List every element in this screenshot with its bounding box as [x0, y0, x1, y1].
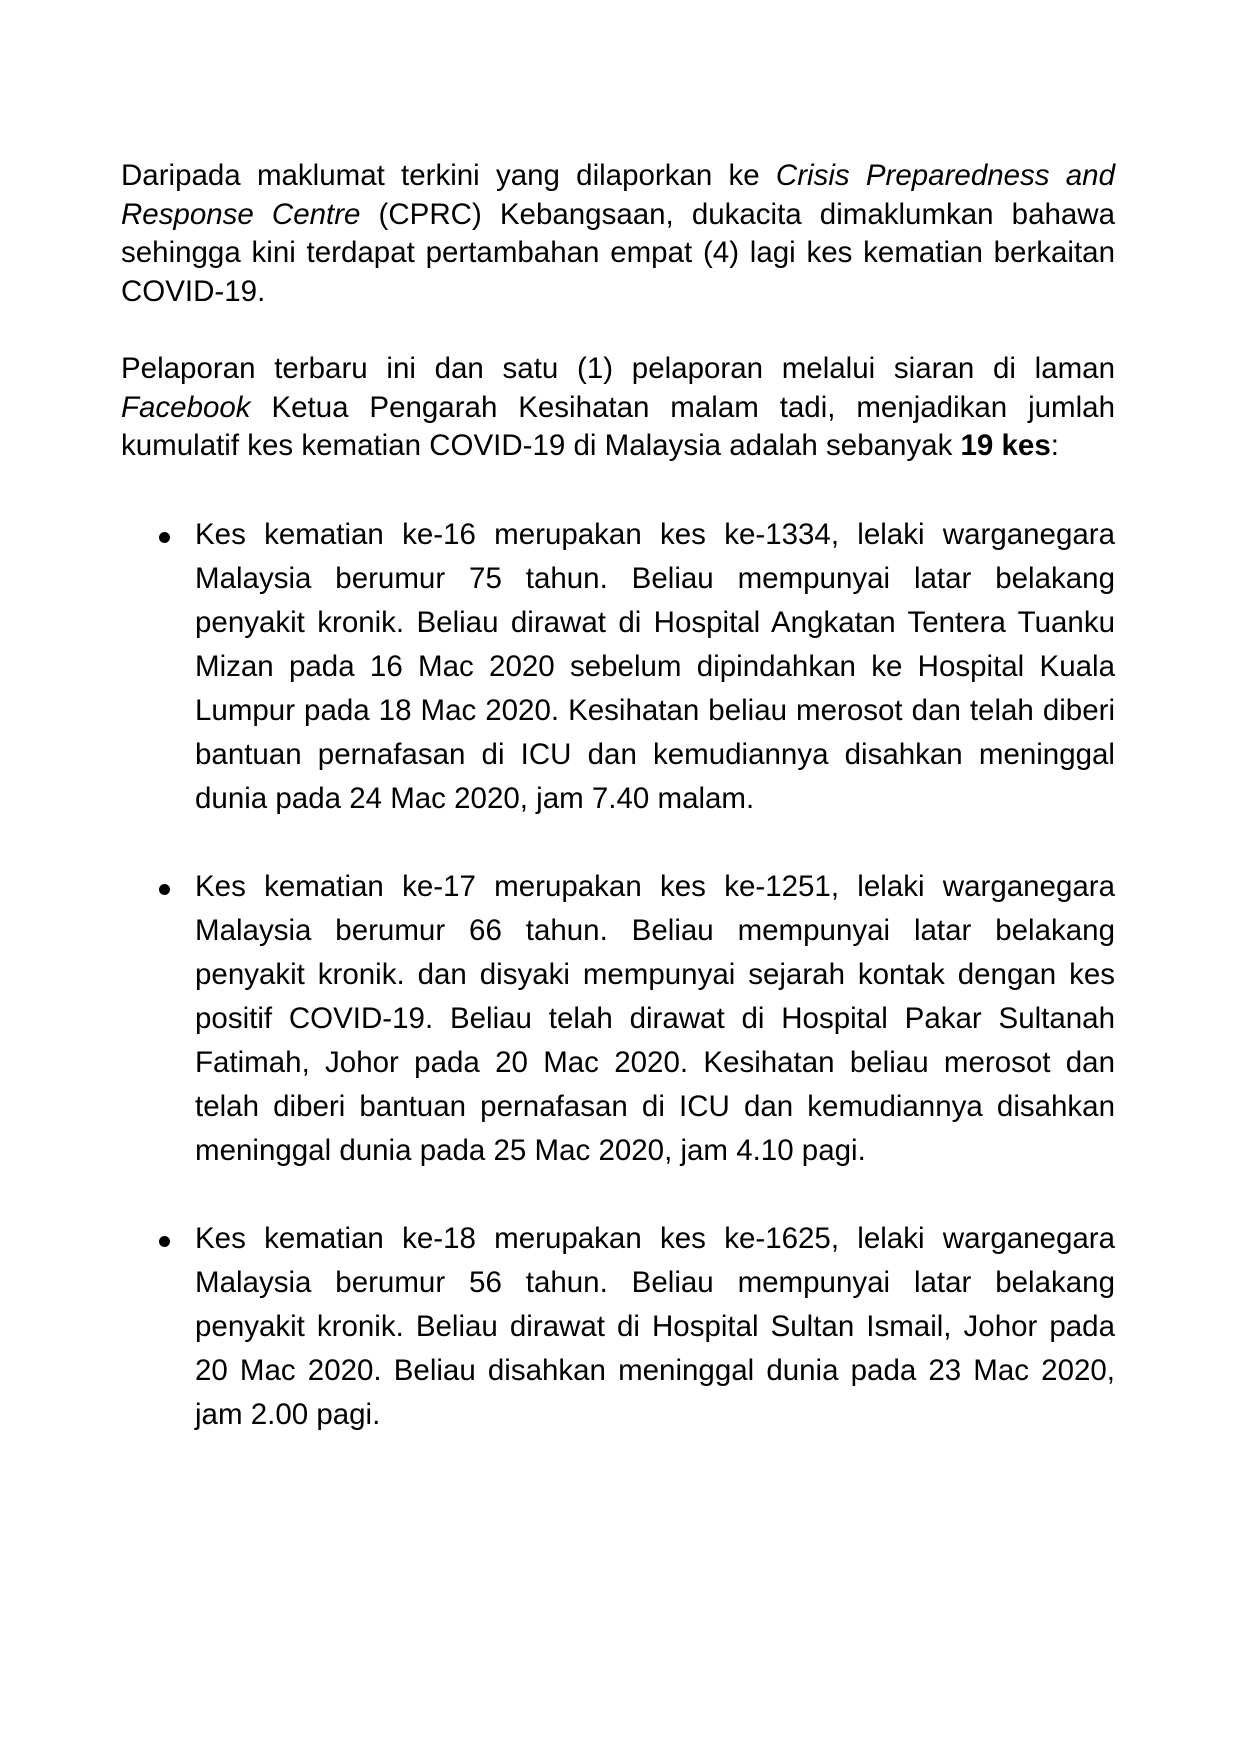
cumulative-italic-facebook: Facebook	[121, 390, 251, 424]
cumulative-text-middle: Ketua Pengarah Kesihatan malam tadi, menjadikan jumlah kumulatif kes kematian COVID-19 di Malaysia adalah sebanyak	[121, 390, 1115, 462]
bullet-icon	[159, 884, 170, 895]
case-description: Kes kematian ke-17 merupakan kes ke-1251, lelaki warganegara Malaysia berumur 66 tahun. Beliau mempunyai latar belakang penyakit kronik. dan disyaki mempunyai sejarah kontak dengan kes positif COVID-19. Beliau telah dirawat di Hospital Pakar Sultanah Fatimah, Johor pada 20 Mac 2020. Kesihatan beliau merosot dan telah diberi bantuan pernafasan di ICU dan kemudiannya disahkan meninggal dunia pada 25 Mac 2020, jam 4.10 pagi.	[195, 869, 1115, 1167]
document-page	[121, 157, 1115, 1437]
intro-text-start: Daripada maklumat terkini yang dilaporkan ke	[121, 159, 776, 192]
cumulative-text-start: Pelaporan terbaru ini dan satu (1) pelaporan melalui siaran di laman	[121, 352, 1115, 385]
bullet-icon	[159, 1236, 170, 1247]
intro-text-end: (CPRC) Kebangsaan, dukacita dimaklumkan bahawa sehingga kini terdapat pertambahan empat (4) lagi kes kematian berkaitan COVID-19.	[121, 197, 1115, 308]
intro-italic-org: Crisis Preparedness and Response Centre	[121, 159, 1115, 231]
bullet-icon	[159, 532, 170, 543]
case-description: Kes kematian ke-16 merupakan kes ke-1334, lelaki warganegara Malaysia berumur 75 tahun. Beliau mempunyai latar belakang penyakit kronik. Beliau dirawat di Hospital Angkatan Tentera Tuanku Mizan pada 16 Mac 2020 sebelum dipindahkan ke Hospital Kuala Lumpur pada 18 Mac 2020. Kesihatan beliau merosot dan telah diberi bantuan pernafasan di ICU dan kemudiannya disahkan meninggal dunia pada 24 Mac 2020, jam 7.40 malam.	[195, 517, 1115, 815]
case-description: Kes kematian ke-18 merupakan kes ke-1625, lelaki warganegara Malaysia berumur 56 tahun. Beliau mempunyai latar belakang penyakit kronik. Beliau dirawat di Hospital Sultan Ismail, Johor pada 20 Mac 2020. Beliau disahkan meninggal dunia pada 23 Mac 2020, jam 2.00 pagi.	[195, 1221, 1115, 1431]
intro-paragraph	[121, 157, 1115, 311]
list-item	[121, 513, 1115, 821]
death-case-list	[121, 513, 1115, 1437]
list-item	[121, 865, 1115, 1173]
list-item	[121, 1217, 1115, 1437]
cumulative-total-count: 19 kes	[960, 429, 1051, 462]
cumulative-text-end: :	[1050, 429, 1059, 462]
cumulative-paragraph	[121, 350, 1115, 466]
